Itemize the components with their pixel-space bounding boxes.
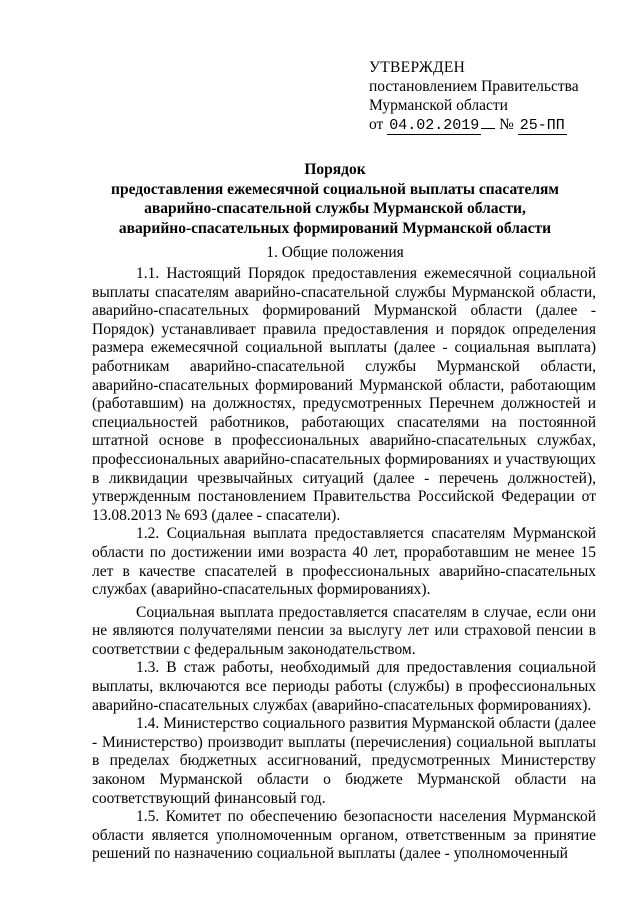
title-line-2: предоставления ежемесячной социальной выплаты спасателям — [111, 180, 559, 198]
paragraph-1-4: 1.4. Министерство социального развития Мурманской области (далее - Министерство) производит выплаты (перечисления) социальной выплаты в пределах бюджетных ассигнований, предусмотренных Министерству законом Мурманской области о бюджете Мурманской области на соответствующий финансовый год. — [92, 715, 597, 807]
approval-date: 04.02.2019 — [389, 117, 480, 134]
paragraph-1-2-note: Социальная выплата предоставляется спасателям в случае, если они не являются получателями пенсии за выслугу лет или страховой пенсии в соответствии с федеральным законодательством. — [92, 603, 596, 658]
paragraph-1-3: 1.3. В стаж работы, необходимый для предоставления социальной выплаты, включаются все периоды работы (службы) в профессиональных аварийно-спасательных службах (аварийно-спасательных формированиях). — [92, 659, 596, 714]
approval-stamp — [369, 58, 579, 135]
title-line-4: аварийно-спасательных формирований Мурманской области — [118, 219, 552, 237]
title-line-1: Порядок — [304, 161, 366, 178]
approval-issuer: постановлением Правительства — [369, 78, 579, 95]
paragraph-1-5: 1.5. Комитет по обеспечению безопасности населения Мурманской области является уполномоченным органом, ответственным за принятие решений по назначению социальной выплаты (далее - уполномоченный — [92, 808, 596, 863]
document-title — [100, 160, 570, 238]
paragraph-1-2: 1.2. Социальная выплата предоставляется спасателям Мурманской области по достижении ими возраста 40 лет, проработавшим не менее 15 лет в качестве спасателей в профессиональных аварийно-спасательных службах (аварийно-спасательных формированиях). — [92, 525, 596, 599]
section-heading: 1. Общие положения — [266, 244, 404, 261]
approval-region: Мурманской области — [369, 97, 508, 114]
approval-heading: УТВЕРЖДЕН — [369, 59, 466, 76]
approval-number: 25-ПП — [519, 117, 565, 134]
approval-date-line — [369, 115, 579, 135]
date-prefix: от — [369, 116, 384, 133]
paragraph-1-1: 1.1. Настоящий Порядок предоставления ежемесячной социальной выплаты спасателям аварийно-спасательной службы Мурманской области, аварийно-спасательных формирований Мурманской области (далее - Порядок) устанавливает правила предоставления и порядок определения размера ежемесячной социальной выплаты (далее - социальная выплата) работникам аварийно-спасательной службы Мурманской области, аварийно-спасательных формирований Мурманской области, работающим (работавшим) на должностях, предусмотренных Перечнем должностей и специальностей работников, работающих спасателями на постоянной штатной основе в профессиональных аварийно-спасательных службах, профессиональных аварийно-спасательных формированиях и участвующих в ликвидации чрезвычайных ситуаций (далее - перечень должностей), утвержденным постановлением Правительства Российской Федерации от 13.08.2013 № 693 (далее - спасатели). — [92, 265, 596, 524]
number-prefix: № — [499, 116, 514, 133]
document-body — [92, 265, 596, 864]
title-line-3: аварийно-спасательной службы Мурманской области, — [144, 200, 526, 217]
